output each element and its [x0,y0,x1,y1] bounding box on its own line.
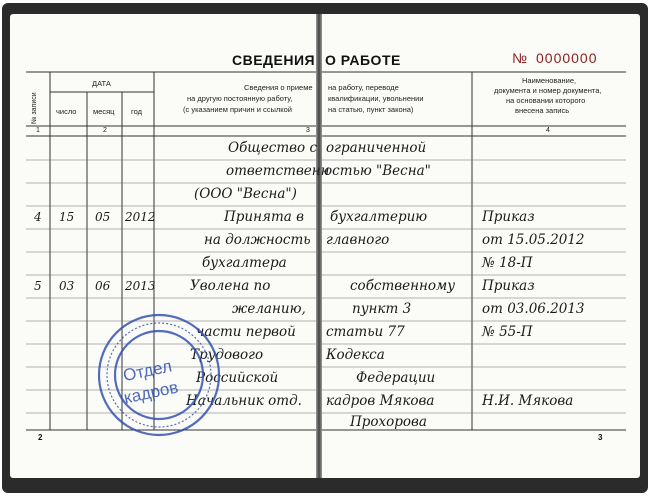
column-header-day: число [56,107,77,116]
entry-text-right: Федерации [356,370,436,386]
column-header-record-no: № записи [31,92,38,124]
basis-header-3: на основании которого [506,96,586,105]
entry-record-no: 5 [34,279,42,293]
entry-basis: № 55-П [482,324,533,340]
entry-text-right: собственному [350,278,456,294]
column-number-3: 3 [306,127,310,134]
column-header-year: год [131,107,142,116]
entry-text-right: Кодекса [326,347,385,363]
entry-text-left: желанию, [232,301,306,317]
entry-month: 05 [95,210,111,224]
entry-text-right: остью "Весна" [324,163,431,179]
entry-text-left: Начальник отд. [186,393,302,409]
column-number-4: 4 [546,127,550,134]
entry-basis: от 15.05.2012 [482,232,585,248]
page-title-left: СВЕДЕНИЯ [232,52,316,68]
entry-day: 15 [59,210,75,224]
entry-year: 2012 [125,210,156,224]
entry-text-right: бухгалтерию [330,209,428,225]
column-header-date: ДАТА [92,79,111,88]
page-number-right: 3 [598,433,603,442]
entry-text-right: пункт 3 [352,301,412,317]
info-header-left-1: Сведения о приеме [244,83,313,92]
entry-text-right: ограниченной [326,140,427,156]
entry-text-left: Уволена по [190,278,271,294]
entry-text-right: Прохорова [350,414,427,430]
page-number-left: 2 [38,433,43,442]
basis-header-2: документа и номер документа, [494,86,602,95]
entry-basis: Приказ [482,209,535,225]
entry-text-left: ответственн [226,163,330,179]
entry-month: 06 [95,279,111,293]
column-number-2: 2 [103,127,107,134]
entry-text-left: бухгалтера [202,255,287,271]
stamp-text-line2: кадров [122,377,180,408]
info-header-right-3: на статью, пункт закона) [328,105,414,114]
entry-day: 03 [59,279,75,293]
entry-basis: № 18-П [482,255,533,271]
column-header-month: месяц [93,107,115,116]
info-header-left-2: на другую постоянную работу, [187,94,293,103]
form-number: 0000000 [536,50,598,66]
entry-text-right: главного [326,232,390,248]
info-header-right-1: на работу, переводе [328,83,399,92]
entry-basis: от 03.06.2013 [482,301,585,317]
entry-text-left: (ООО "Весна") [194,186,297,202]
entry-text-left: Общество с [228,140,318,156]
entry-text-left: части первой [196,324,296,340]
info-header-right-2: квалификации, увольнении [328,94,424,103]
entry-basis: Н.И. Мякова [482,393,574,409]
basis-header-4: внесена запись [515,106,570,115]
entry-text-right: статьи 77 [326,324,405,340]
entry-text-left: на должность [204,232,311,248]
entry-record-no: 4 [34,210,42,224]
entry-text-right: кадров Мякова [326,393,435,409]
column-number-1: 1 [36,127,40,134]
entry-basis: Приказ [482,278,535,294]
page-title-right: О РАБОТЕ [325,52,401,68]
stamp-text-line1: Отдел [121,356,174,386]
entry-year: 2013 [125,279,156,293]
entry-text-left: Трудового [190,347,264,363]
entry-text-left: Принята в [224,209,304,225]
number-sign: № [512,50,529,66]
entry-text-left: Российской [196,370,279,386]
basis-header-1: Наименование, [522,76,577,85]
department-stamp [96,312,222,438]
info-header-left-3: (с указанием причин и ссылкой [183,105,292,114]
